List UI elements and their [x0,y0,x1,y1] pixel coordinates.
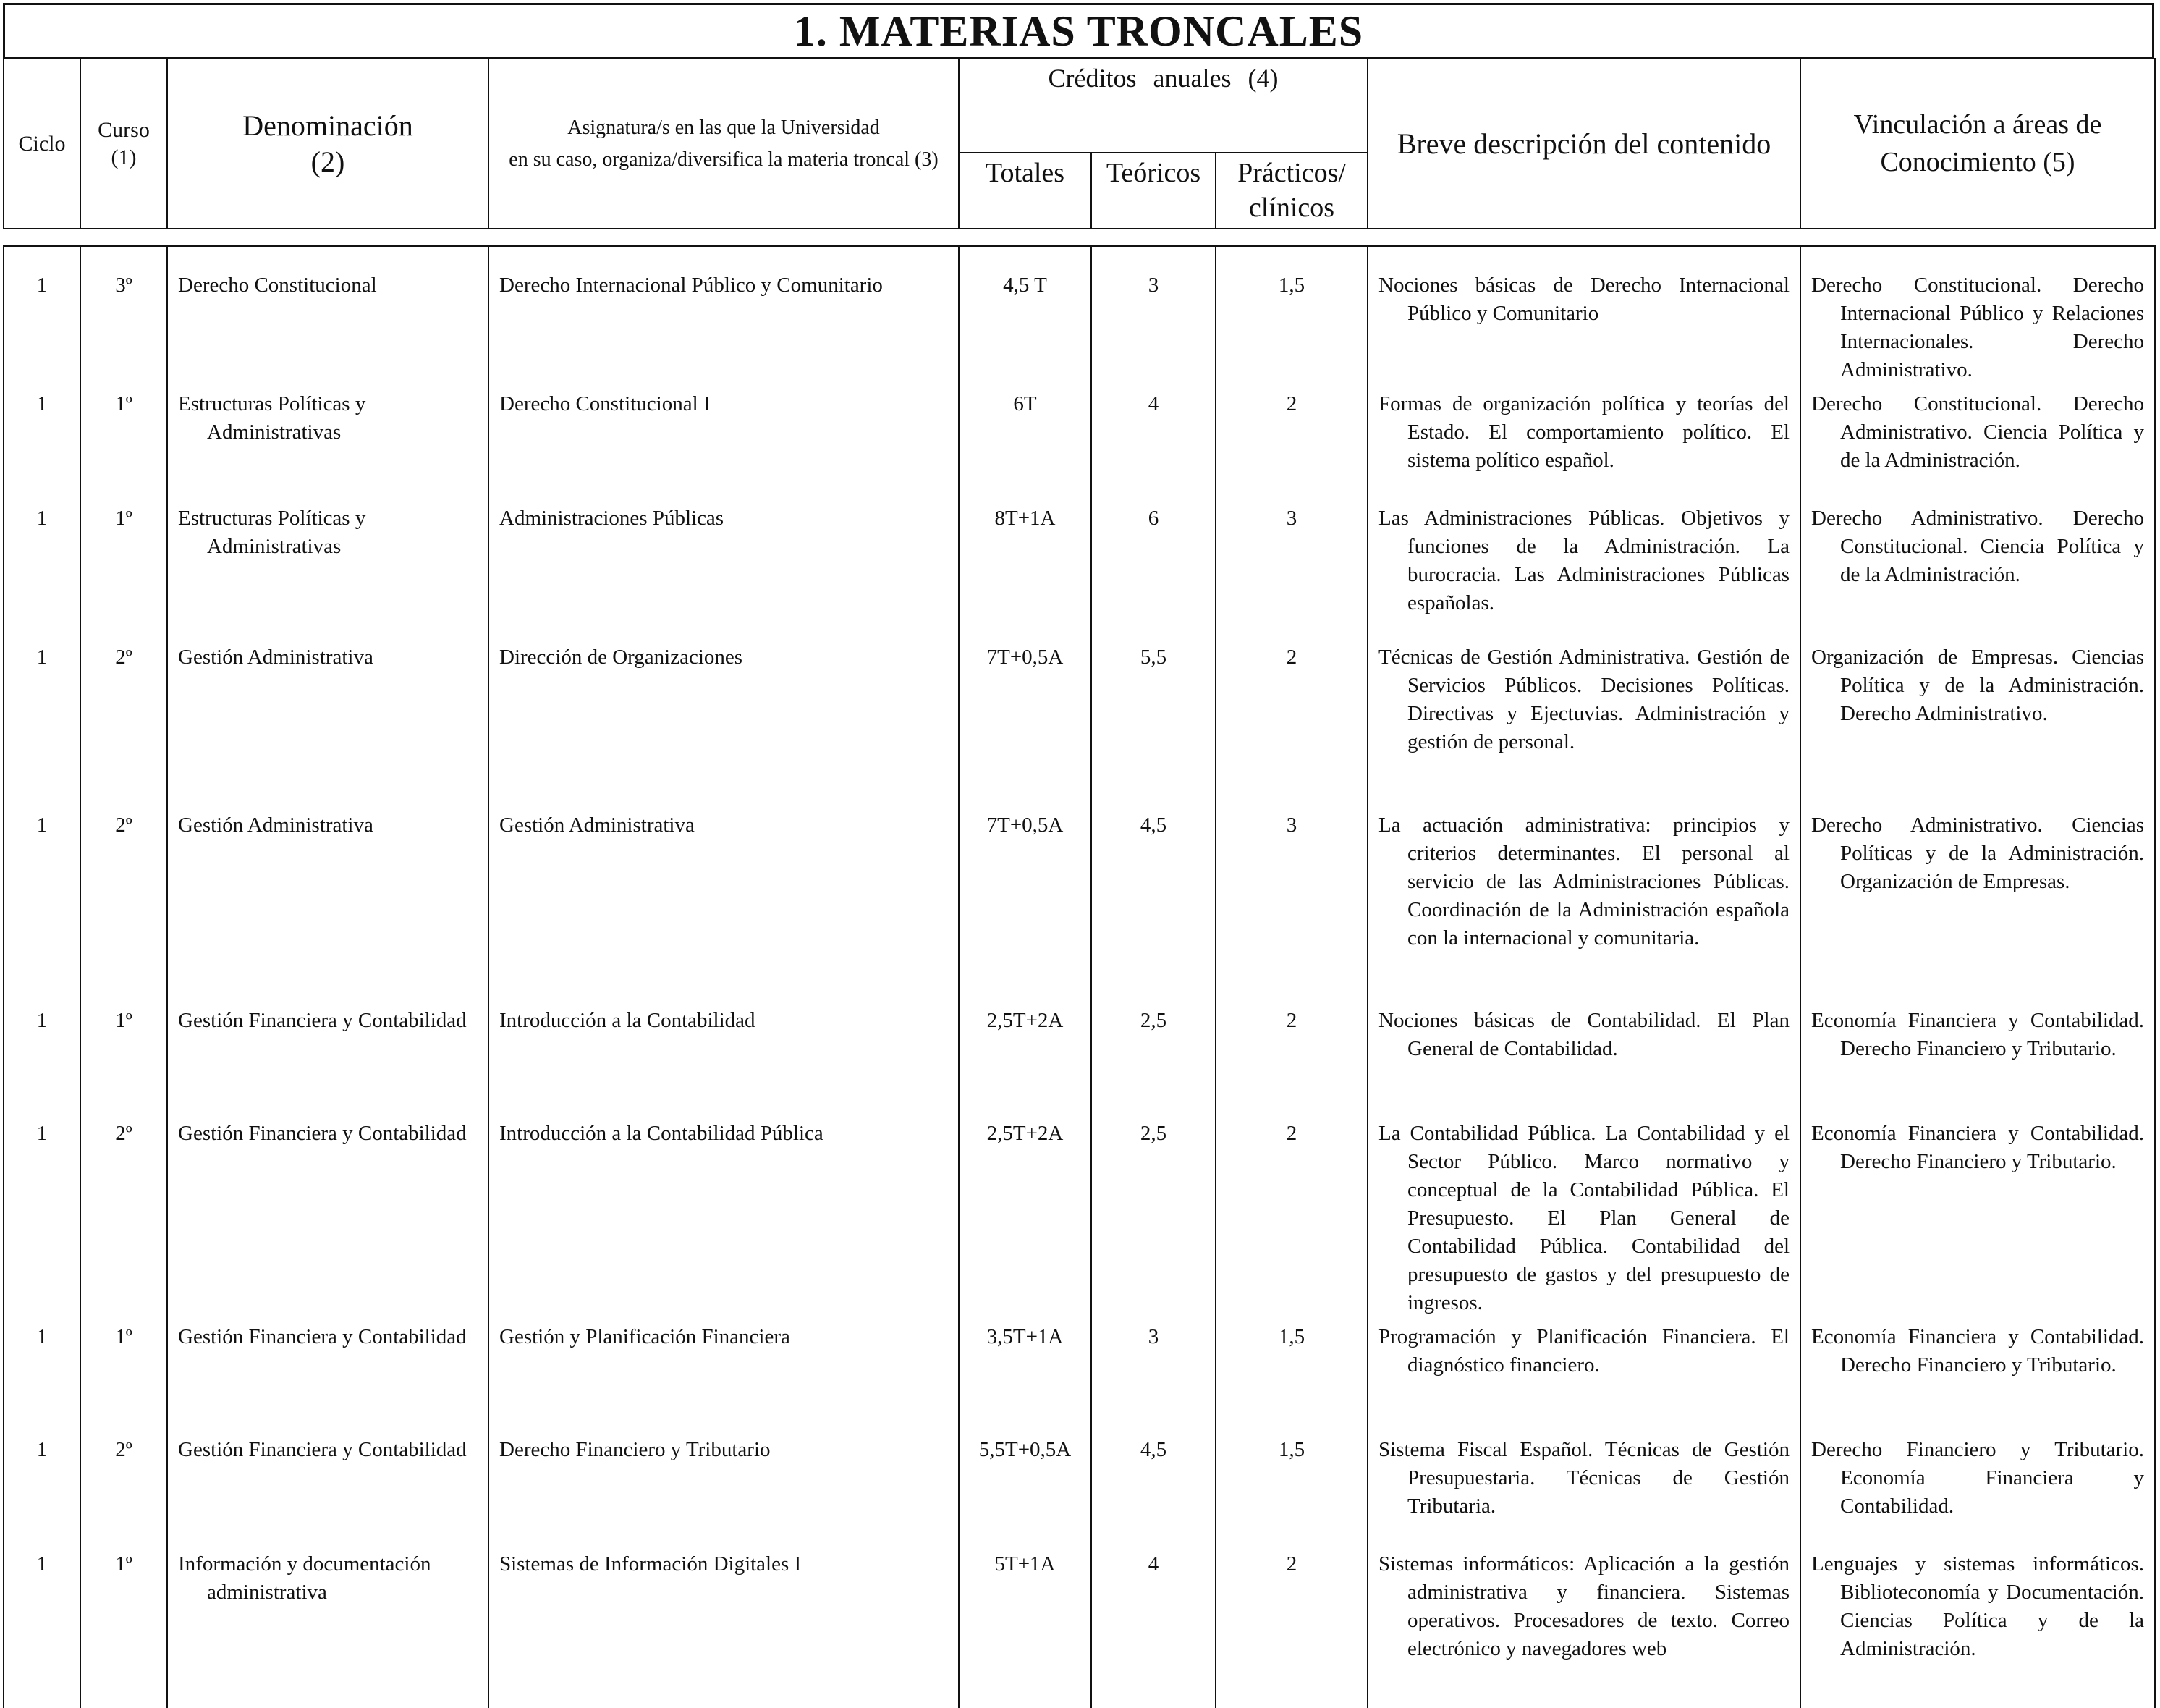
cell-totales [959,638,1091,806]
cell-practicos-text: 1,5 [1278,1325,1305,1348]
cell-curso-text: 2º [115,813,132,837]
cell-vinculacion [1800,1430,2155,1544]
cell-vinculacion [1800,1317,2155,1430]
cell-vinculacion-text: Derecho Administrativo. Derecho Constitucional. Ciencia Política y de la Administración. [1811,507,2144,586]
cell-asignatura-text: Introducción a la Contabilidad Pública [499,1122,823,1145]
cell-descripcion-text: Las Administraciones Públicas. Objetivos y funciones de la Administración. La burocracia. Las Administraciones Públicas españolas. [1378,507,1790,614]
cell-descripcion [1368,806,1800,1001]
cell-teoricos-text: 2,5 [1140,1009,1167,1032]
cell-curso [80,806,167,1001]
cell-practicos-text: 2 [1286,646,1297,669]
cell-curso [80,384,167,499]
table-row [4,1544,2155,1708]
cell-totales [959,499,1091,638]
cell-practicos [1216,1317,1368,1430]
cell-asignatura [488,1114,959,1317]
table-row [4,638,2155,806]
cell-vinculacion [1800,1544,2155,1708]
cell-curso [80,1001,167,1114]
cell-ciclo [4,1001,80,1114]
cell-totales [959,1430,1091,1544]
cell-denominacion-text: Estructuras Políticas y Administrativas [178,392,366,444]
cell-descripcion [1368,499,1800,638]
cell-descripcion [1368,1430,1800,1544]
cell-teoricos [1091,638,1216,806]
cell-denominacion [167,1430,488,1544]
cell-curso-text: 2º [115,646,132,669]
cell-teoricos-text: 4 [1148,1552,1159,1576]
cell-descripcion [1368,1544,1800,1708]
cell-teoricos-text: 4 [1148,392,1159,415]
cell-vinculacion-text: Lenguajes y sistemas informáticos. Biblioteconomía y Documentación. Ciencias Política y de la Administración. [1811,1552,2144,1660]
table-row [4,1114,2155,1317]
cell-totales [959,1114,1091,1317]
cell-teoricos-text: 3 [1148,1325,1159,1348]
cell-curso [80,499,167,638]
cell-asignatura [488,806,959,1001]
table-row [4,1001,2155,1114]
cell-ciclo [4,806,80,1001]
cell-teoricos [1091,1430,1216,1544]
cell-denominacion-text: Gestión Financiera y Contabilidad [178,1009,467,1032]
cell-descripcion [1368,1001,1800,1114]
cell-denominacion [167,246,488,385]
cell-ciclo-text: 1 [36,813,48,837]
cell-vinculacion [1800,499,2155,638]
header-ciclo: Ciclo [4,59,80,229]
cell-vinculacion-text: Derecho Constitucional. Derecho Administrativo. Ciencia Política y de la Administración. [1811,392,2144,472]
cell-vinculacion-text: Derecho Financiero y Tributario. Economía Financiera y Contabilidad. [1811,1438,2144,1518]
cell-descripcion-text: Sistemas informáticos: Aplicación a la gestión administrativa y financiera. Sistemas operativos. Procesadores de texto. Correo electrónico y navegadores web [1378,1552,1790,1660]
cell-denominacion [167,638,488,806]
cell-practicos [1216,246,1368,385]
cell-totales-text: 7T+0,5A [986,646,1064,669]
cell-denominacion-text: Información y documentación administrativa [178,1552,431,1604]
cell-asignatura-text: Derecho Constitucional I [499,392,711,415]
cell-denominacion-text: Derecho Constitucional [178,274,377,297]
header-totales: Totales [959,153,1091,229]
cell-teoricos-text: 4,5 [1140,1438,1167,1461]
cell-asignatura [488,1544,959,1708]
cell-descripcion-text: Programación y Planificación Financiera. El diagnóstico financiero. [1378,1325,1790,1377]
cell-practicos-text: 3 [1286,507,1297,530]
cell-ciclo-text: 1 [36,1325,48,1348]
table-row [4,246,2155,385]
cell-curso [80,638,167,806]
cell-curso [80,1317,167,1430]
cell-descripcion-text: Sistema Fiscal Español. Técnicas de Gestión Presupuestaria. Técnicas de Gestión Tributaria. [1378,1438,1790,1518]
cell-practicos [1216,1001,1368,1114]
cell-curso [80,1544,167,1708]
cell-teoricos [1091,1001,1216,1114]
cell-asignatura-text: Dirección de Organizaciones [499,646,743,669]
cell-denominacion-text: Estructuras Políticas y Administrativas [178,507,366,558]
cell-ciclo [4,246,80,385]
cell-teoricos-text: 3 [1148,274,1159,297]
cell-totales-text: 8T+1A [994,507,1056,530]
cell-vinculacion-text: Derecho Administrativo. Ciencias Políticas y de la Administración. Organización de Empresas. [1811,813,2144,893]
header-descripcion: Breve descripción del contenido [1368,59,1800,229]
cell-vinculacion [1800,384,2155,499]
cell-totales-text: 7T+0,5A [986,813,1064,837]
cell-descripcion [1368,384,1800,499]
cell-practicos [1216,1430,1368,1544]
cell-teoricos-text: 5,5 [1140,646,1167,669]
document-title-box [3,3,2154,59]
header-practicos: Prácticos/ clínicos [1216,153,1368,229]
cell-denominacion [167,1114,488,1317]
cell-asignatura-text: Introducción a la Contabilidad [499,1009,755,1032]
cell-asignatura-text: Gestión Administrativa [499,813,695,837]
cell-ciclo [4,1317,80,1430]
cell-practicos-text: 2 [1286,1009,1297,1032]
cell-practicos-text: 1,5 [1278,1438,1305,1461]
cell-vinculacion-text: Economía Financiera y Contabilidad. Derecho Financiero y Tributario. [1811,1325,2144,1377]
cell-descripcion [1368,246,1800,385]
cell-denominacion-text: Gestión Financiera y Contabilidad [178,1438,467,1461]
cell-curso [80,1430,167,1544]
materias-table [3,245,2156,1708]
cell-ciclo-text: 1 [36,274,48,297]
cell-asignatura-text: Derecho Internacional Público y Comunitario [499,274,883,297]
cell-practicos [1216,806,1368,1001]
cell-teoricos [1091,246,1216,385]
cell-curso [80,246,167,385]
cell-descripcion-text: Técnicas de Gestión Administrativa. Gestión de Servicios Públicos. Decisiones Políticas. Directivas y Ejectuvias. Administración y gestión de personal. [1378,646,1790,753]
cell-denominacion-text: Gestión Administrativa [178,646,373,669]
table-row [4,806,2155,1001]
cell-ciclo-text: 1 [36,1552,48,1576]
cell-vinculacion-text: Economía Financiera y Contabilidad. Derecho Financiero y Tributario. [1811,1009,2144,1060]
cell-practicos-text: 3 [1286,813,1297,837]
cell-denominacion [167,806,488,1001]
cell-descripcion-text: Nociones básicas de Derecho Internacional Público y Comunitario [1378,274,1790,325]
cell-asignatura [488,1430,959,1544]
header-teoricos: Teóricos [1091,153,1216,229]
cell-totales-text: 6T [1013,392,1037,415]
cell-teoricos [1091,806,1216,1001]
cell-ciclo-text: 1 [36,1438,48,1461]
cell-asignatura [488,246,959,385]
table-row [4,1317,2155,1430]
cell-vinculacion [1800,1001,2155,1114]
cell-ciclo-text: 1 [36,646,48,669]
cell-asignatura [488,638,959,806]
cell-asignatura [488,499,959,638]
cell-practicos [1216,1544,1368,1708]
cell-teoricos [1091,384,1216,499]
cell-practicos-text: 2 [1286,1552,1297,1576]
cell-denominacion [167,1317,488,1430]
cell-teoricos-text: 2,5 [1140,1122,1167,1145]
cell-ciclo-text: 1 [36,1122,48,1145]
cell-denominacion [167,1544,488,1708]
cell-totales [959,246,1091,385]
cell-totales-text: 2,5T+2A [986,1009,1064,1032]
document-title: 1. MATERIAS TRONCALES [793,7,1364,55]
cell-practicos [1216,1114,1368,1317]
cell-curso [80,1114,167,1317]
cell-ciclo [4,1544,80,1708]
cell-vinculacion [1800,806,2155,1001]
cell-ciclo [4,384,80,499]
cell-ciclo [4,1430,80,1544]
header-curso: Curso (1) [80,59,167,229]
cell-denominacion [167,384,488,499]
cell-asignatura [488,1001,959,1114]
cell-vinculacion-text: Organización de Empresas. Ciencias Política y de la Administración. Derecho Administrativo. [1811,646,2144,725]
table-row [4,499,2155,638]
cell-curso-text: 2º [115,1122,132,1145]
cell-asignatura-text: Administraciones Públicas [499,507,724,530]
cell-curso-text: 2º [115,1438,132,1461]
cell-descripcion-text: La Contabilidad Pública. La Contabilidad y el Sector Público. Marco normativo y conceptual de la Contabilidad Pública. El Presupuesto. El Plan General de Contabilidad Pública. Contabilidad del presupuesto de gastos y del presupuesto de ingresos. [1378,1122,1790,1314]
cell-practicos-text: 1,5 [1278,274,1305,297]
header-table [3,58,2156,229]
header-asignatura: Asignatura/s en las que la Universidad en su caso, organiza/diversifica la materia troncal (3) [488,59,959,229]
cell-totales-text: 3,5T+1A [986,1325,1064,1348]
header-denominacion: Denominación (2) [167,59,488,229]
cell-curso-text: 1º [115,1325,132,1348]
cell-asignatura-text: Gestión y Planificación Financiera [499,1325,790,1348]
cell-denominacion [167,499,488,638]
table-row [4,384,2155,499]
cell-asignatura [488,384,959,499]
cell-curso-text: 3º [115,274,132,297]
cell-totales-text: 4,5 T [1003,274,1047,297]
cell-totales [959,806,1091,1001]
cell-totales-text: 2,5T+2A [986,1122,1064,1145]
cell-ciclo [4,499,80,638]
cell-denominacion-text: Gestión Financiera y Contabilidad [178,1122,467,1145]
cell-descripcion [1368,1317,1800,1430]
cell-totales [959,1544,1091,1708]
cell-ciclo-text: 1 [36,392,48,415]
cell-ciclo [4,638,80,806]
cell-descripcion-text: La actuación administrativa: principios y criterios determinantes. El personal al servicio de las Administraciones Públicas. Coordinación de la Administración española con la internacional y comunitaria. [1378,813,1790,950]
cell-vinculacion [1800,246,2155,385]
table-row [4,1430,2155,1544]
cell-teoricos [1091,1544,1216,1708]
cell-descripcion-text: Formas de organización política y teorías del Estado. El comportamiento político. El sistema político español. [1378,392,1790,472]
cell-ciclo-text: 1 [36,507,48,530]
cell-practicos-text: 2 [1286,392,1297,415]
cell-practicos [1216,499,1368,638]
cell-curso-text: 1º [115,1552,132,1576]
cell-teoricos [1091,499,1216,638]
cell-ciclo [4,1114,80,1317]
cell-practicos-text: 2 [1286,1122,1297,1145]
cell-vinculacion-text: Derecho Constitucional. Derecho Internacional Público y Relaciones Internacionales. Derecho Administrativo. [1811,274,2144,381]
cell-descripcion [1368,1114,1800,1317]
cell-totales [959,1001,1091,1114]
cell-descripcion-text: Nociones básicas de Contabilidad. El Plan General de Contabilidad. [1378,1009,1790,1060]
cell-denominacion-text: Gestión Financiera y Contabilidad [178,1325,467,1348]
cell-descripcion [1368,638,1800,806]
cell-vinculacion-text: Economía Financiera y Contabilidad. Derecho Financiero y Tributario. [1811,1122,2144,1173]
cell-asignatura [488,1317,959,1430]
header-vinculacion: Vinculación a áreas de Conocimiento (5) [1800,59,2155,229]
header-creditos-anuales: Créditos anuales (4) [959,59,1368,153]
cell-denominacion-text: Gestión Administrativa [178,813,373,837]
cell-asignatura-text: Sistemas de Información Digitales I [499,1552,802,1576]
cell-practicos [1216,384,1368,499]
cell-teoricos-text: 6 [1148,507,1159,530]
cell-teoricos [1091,1317,1216,1430]
cell-ciclo-text: 1 [36,1009,48,1032]
cell-curso-text: 1º [115,1009,132,1032]
cell-teoricos-text: 4,5 [1140,813,1167,837]
cell-totales-text: 5T+1A [994,1552,1056,1576]
cell-totales [959,1317,1091,1430]
cell-vinculacion [1800,638,2155,806]
cell-curso-text: 1º [115,392,132,415]
cell-totales [959,384,1091,499]
cell-totales-text: 5,5T+0,5A [978,1438,1072,1461]
cell-curso-text: 1º [115,507,132,530]
cell-vinculacion [1800,1114,2155,1317]
cell-teoricos [1091,1114,1216,1317]
cell-asignatura-text: Derecho Financiero y Tributario [499,1438,771,1461]
cell-practicos [1216,638,1368,806]
cell-denominacion [167,1001,488,1114]
